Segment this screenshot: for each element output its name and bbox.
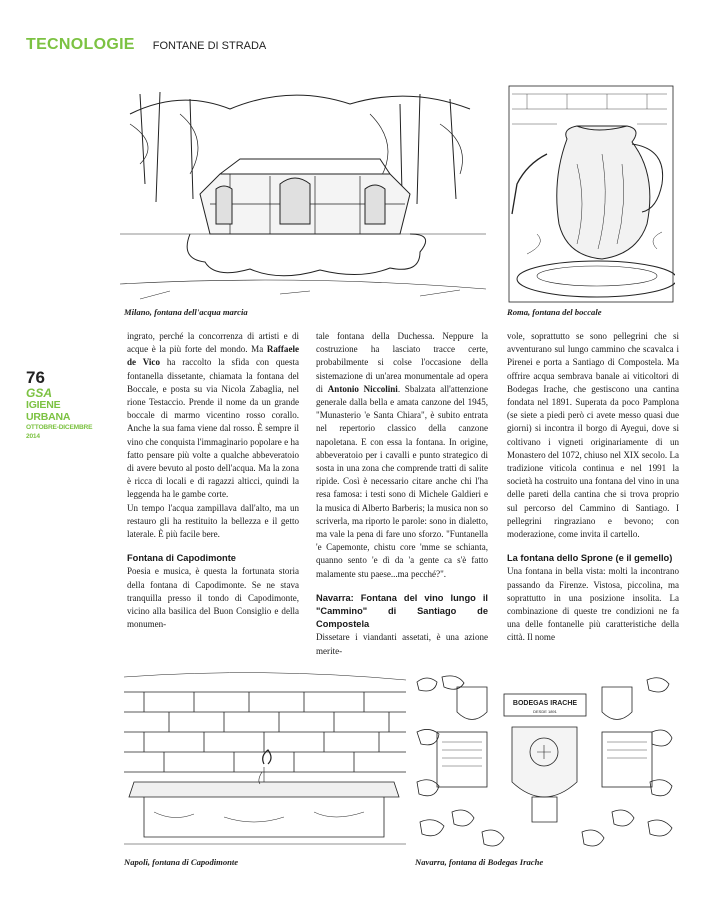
- section-heading: La fontana dello Sprone (e il gemello): [507, 553, 673, 564]
- sign-year: DESDE 1891: [533, 709, 557, 714]
- magazine-logo: GSA: [26, 386, 53, 400]
- caption-napoli: Napoli, fontana di Capodimonte: [124, 857, 239, 867]
- paragraph: tale fontana della Duchessa. Neppure la costruzione ha lasciato tracce certe, probabilmente si colse l'occasione della sistemazione di un'area monumentale ad opera di Antonio Niccolini. Sbalzata all'attenzione generale dalla bella e amata canzone del 1945, "Munasterio 'e Santa Chiara", è subito entrata nel repertorio classico della canzone napoletana. E con essa la fontana. In origine, abbeveratoio per i cavalli e punto strategico di sosta in una zona che comprende tratti di salite ripide. Così è necessario citare anche chi l'ha resa famosa: i testi sono di Michele Galdieri e la musica di Alberto Barberis; la musica non so scriverla, ma riporto le parole: sono in dialetto, ma vale la pena di fare uno sforzo. "Funtanella 'e Capemonte, chistu core 'mme se schianta, quanno sento 'e dì da 'a gente ca s'è fatto malamente stu paese...ma pecché?".: [316, 331, 488, 579]
- paragraph: Dissetare i viandanti assetati, è una azione merite-: [316, 632, 488, 656]
- roma-boccale-sketch: [507, 84, 675, 304]
- page-margin-info: [26, 369, 98, 441]
- paragraph: vole, soprattutto se sono pellegrini che si avventurano sul lungo cammino che scavalca i Pirenei e porta a Santiago di Compostela. Ma offrire acqua sembrava banale ai viticoltori di Bodegas Irache, che gestiscono una cantina fondata nel 1891. Superata da poco Pamplona (se siete a piedi però ci avete messo quasi due giorni) si incontra il borgo di Ayegui, dove si coltivano i vigneti originariamente di un Monastero del 1072, chiuso nel XIX secolo. La tradizione viticola continua e nel 1991 la società ha costruito una fontana del vino in una delle pareti della cantina che si trova proprio sul percorso del Cammino di Santiago. I pellegrini ringraziano e bevono; con moderazione, come invita il cartello.: [507, 331, 679, 540]
- paragraph: Una fontana in bella vista: molti la incontrano passando da Firenze. Vistosa, piccolina, ma soprattutto in una posizione insolita. La combinazione di queste tre condizioni ne fa una delle fontanelle più caratteristiche della città. Il nome: [507, 566, 679, 643]
- person-name: Raffaele de Vico: [127, 344, 299, 368]
- paragraph: ingrato, perché la concorrenza di artisti e di acque è la più forte del mondo. Ma Raffaele de Vico ha raccolto la sfida con questa fontanella dissetante, chiamata la fontana del Boccale, e posta su via Nicola Zabaglia, nel rione Testaccio. Prende il nome da un grande boccale di marmo vicentino rosso corallo. Anche la sua fama viene dal rosso. È sempre il vino che conquista l'immaginario popolare e ha fatto pensare più volte a qualche abbeveratoio di avere bevuto al posto dell'acqua. Ma la zona è ricca di locali e di ragazzi alticci, quindi la leggenda ha le gambe corte.: [127, 331, 299, 500]
- person-name: Antonio Niccolini: [327, 383, 398, 394]
- magazine-name: IGIENE URBANA: [26, 399, 71, 423]
- milano-fountain-sketch: [120, 84, 486, 304]
- paragraph: Un tempo l'acqua zampillava dall'alto, ma un restauro gli ha restituito la bellezza e il getto laterale. È più facile bere.: [127, 502, 299, 540]
- caption-navarra: Navarra, fontana di Bodegas Irache: [415, 857, 544, 867]
- text-column-1: [127, 330, 299, 631]
- caption-roma: Roma, fontana del boccale: [507, 307, 602, 317]
- section-title: TECNOLOGIE: [26, 36, 135, 53]
- section-heading: Fontana di Capodimonte: [127, 553, 236, 564]
- text-column-3: [507, 330, 679, 645]
- section-heading: Navarra: Fontana del vino lungo il "Cammino" di Santiago de Compostela: [316, 592, 488, 630]
- page-number: 76: [26, 368, 45, 387]
- topic-title: FONTANE DI STRADA: [152, 40, 267, 52]
- paragraph: Poesia e musica, è questa la fortunata storia della fontana di Capodimonte. Se ne stava tranquilla presso il tondo di Capodimonte, vicino alla basilica del Buon Consiglio e della monumen-: [127, 566, 299, 630]
- page-header: [26, 36, 266, 60]
- text-column-2: [316, 330, 488, 658]
- napoli-fountain-sketch: [124, 672, 406, 852]
- issue-date: OTTOBRE-DICEMBRE 2014: [26, 424, 93, 440]
- caption-milano: Milano, fontana dell'acqua marcia: [124, 307, 248, 317]
- sign-text: BODEGAS IRACHE: [512, 700, 578, 707]
- navarra-fountain-sketch: [412, 672, 676, 852]
